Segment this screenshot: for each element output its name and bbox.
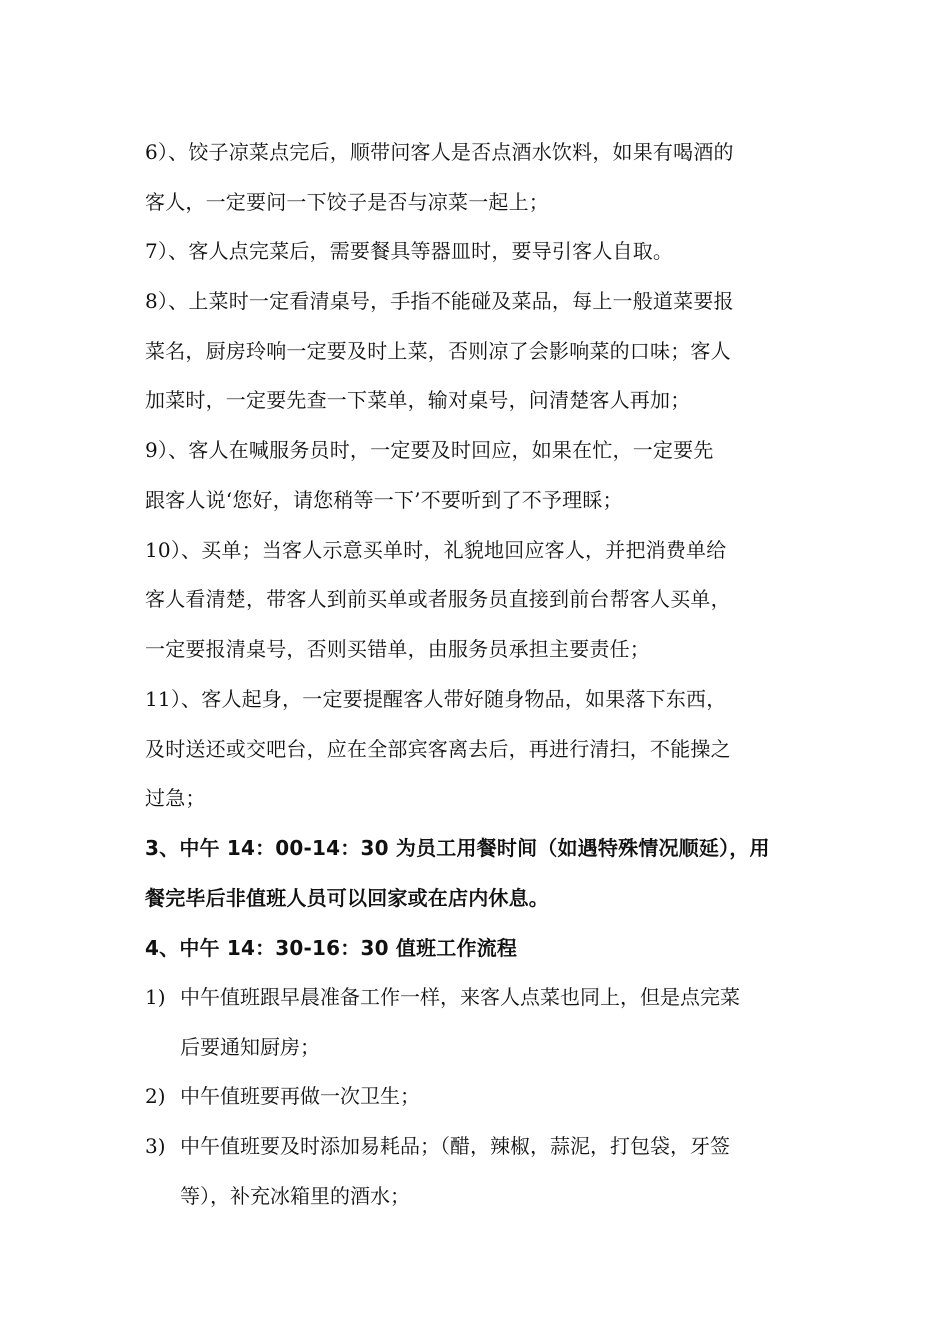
paragraph-7-line-1: 7）、客人点完菜后，需要餐具等器皿时，要导引客人自取。 [145, 239, 674, 263]
paragraph-6-line-2: 客人，一定要问一下饺子是否与凉菜一起上； [145, 190, 549, 214]
list-item-number: 3) [145, 1134, 166, 1158]
paragraph-9-line-1: 9）、客人在喊服务员时，一定要及时回应，如果在忙，一定要先 [145, 438, 714, 462]
list-item-3-line-1: 中午值班要及时添加易耗品；（醋，辣椒，蒜泥，打包袋，牙签 [180, 1134, 730, 1158]
list-item-1-line-2: 后要通知厨房； [180, 1035, 320, 1059]
paragraph-11-line-3: 过急； [145, 786, 206, 810]
paragraph-10-line-3: 一定要报清桌号，否则买错单，由服务员承担主要责任； [145, 637, 650, 661]
list-item-number: 1) [145, 985, 166, 1009]
section-3-line-2: 餐完毕后非值班人员可以回家或在店内休息。 [145, 886, 549, 910]
paragraph-8-line-2: 菜名，厨房玲响一定要及时上菜，否则凉了会影响菜的口味；客人 [145, 339, 731, 363]
section-4-heading: 4、中午 14：30-16：30 值班工作流程 [145, 936, 518, 960]
list-item-1-line-1: 中午值班跟早晨准备工作一样，来客人点菜也同上，但是点完菜 [180, 985, 740, 1009]
list-item-3-line-2: 等），补充冰箱里的酒水； [180, 1184, 410, 1208]
list-item-2-line-1: 中午值班要再做一次卫生； [180, 1084, 420, 1108]
paragraph-10-line-1: 10）、买单；当客人示意买单时，礼貌地回应客人，并把消费单给 [145, 538, 727, 562]
paragraph-8-line-1: 8）、上菜时一定看清桌号，手指不能碰及菜品，每上一般道菜要报 [145, 289, 734, 313]
paragraph-10-line-2: 客人看清楚，带客人到前买单或者服务员直接到前台帮客人买单， [145, 587, 731, 611]
paragraph-11-line-2: 及时送还或交吧台，应在全部宾客离去后，再进行清扫，不能操之 [145, 737, 731, 761]
paragraph-8-line-3: 加菜时，一定要先查一下菜单，输对桌号，问清楚客人再加； [145, 388, 691, 412]
paragraph-6-line-1: 6）、饺子凉菜点完后，顺带问客人是否点酒水饮料，如果有喝酒的 [145, 140, 734, 164]
section-3-line-1: 3、中午 14：00-14：30 为员工用餐时间（如遇特殊情况顺延），用 [145, 836, 770, 860]
paragraph-9-line-2: 跟客人说‘您好，请您稍等一下’不要听到了不予理睬； [145, 488, 623, 512]
list-item-number: 2) [145, 1084, 166, 1108]
paragraph-11-line-1: 11）、客人起身，一定要提醒客人带好随身物品，如果落下东西， [145, 687, 727, 711]
